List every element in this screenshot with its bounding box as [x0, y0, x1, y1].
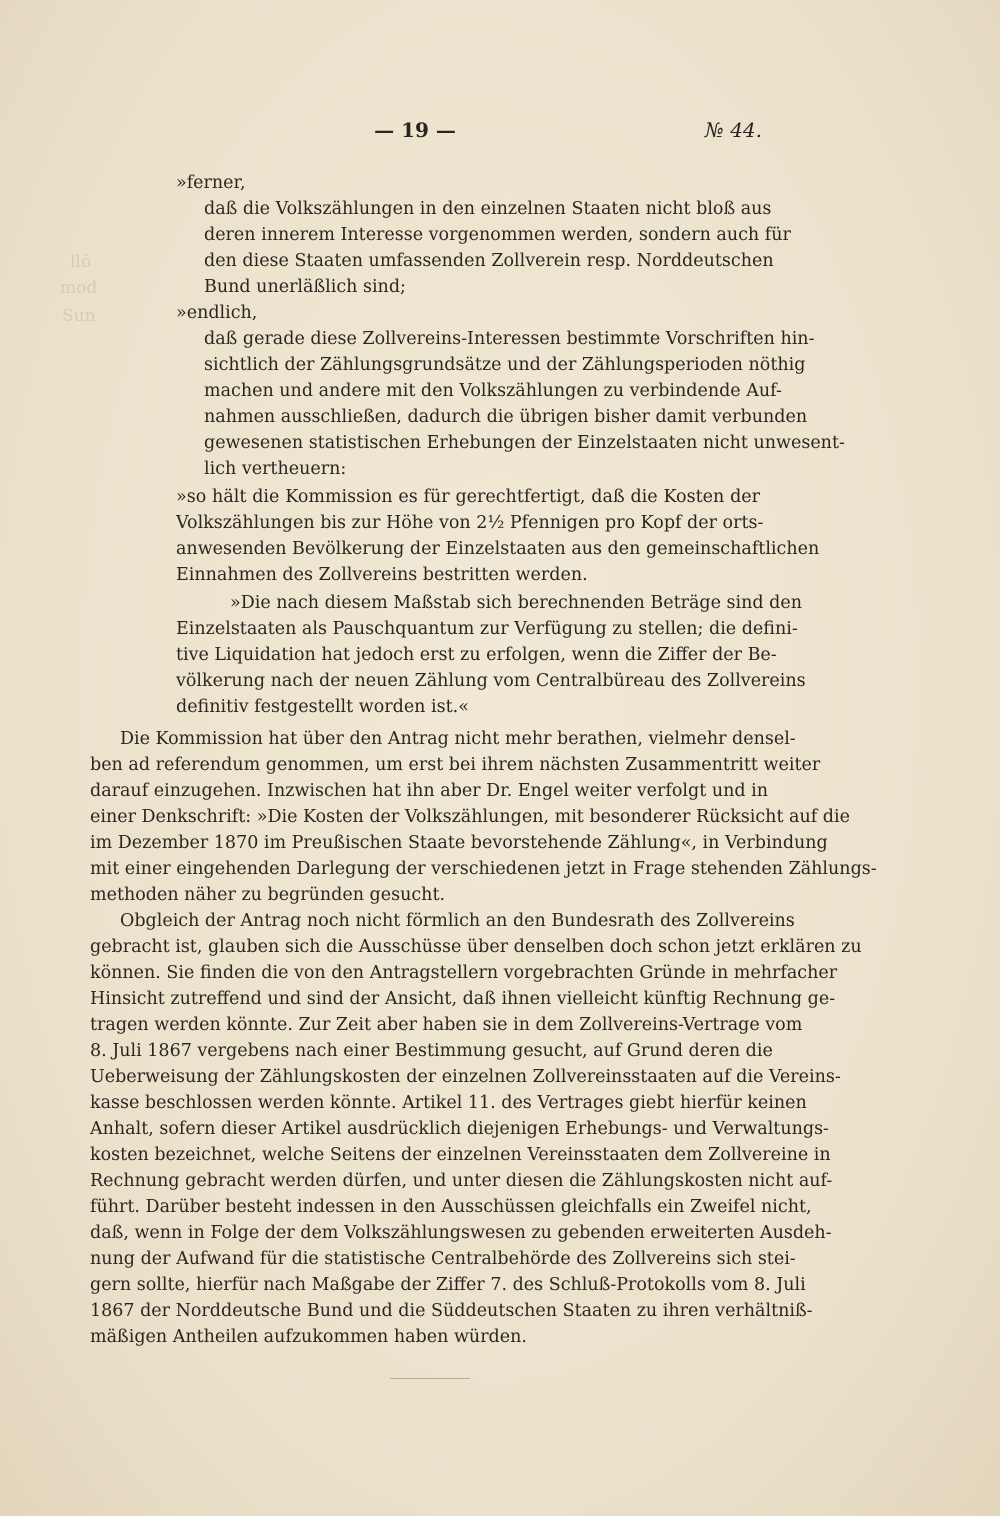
- text-line: können. Sie finden die von den Antragstellern vorgebrachten Gründe in mehrfacher: [90, 963, 838, 983]
- text-line: völkerung nach der neuen Zählung vom Centralbüreau des Zollvereins: [176, 671, 806, 691]
- text-line: Obgleich der Antrag noch nicht förmlich an den Bundesrath des Zollvereins: [120, 911, 795, 931]
- text-line: Die Kommission hat über den Antrag nicht mehr berathen, vielmehr densel-: [120, 729, 796, 749]
- text-line: daß die Volkszählungen in den einzelnen Staaten nicht bloß aus: [204, 199, 772, 219]
- text-line: führt. Darüber besteht indessen in den Ausschüssen gleichfalls ein Zweifel nicht,: [90, 1197, 812, 1217]
- text-line: sichtlich der Zählungsgrundsätze und der Zählungsperioden nöthig: [204, 355, 806, 375]
- text-line: darauf einzugehen. Inzwischen hat ihn aber Dr. Engel weiter verfolgt und in: [90, 781, 768, 801]
- bleed-through-text: mod: [60, 278, 98, 298]
- text-line: kosten bezeichnet, welche Seitens der einzelnen Vereinsstaaten dem Zollvereine in: [90, 1145, 831, 1165]
- text-line: deren innerem Interesse vorgenommen werden, sondern auch für: [204, 225, 791, 245]
- text-line: machen und andere mit den Volkszählungen zu verbindende Auf-: [204, 381, 782, 401]
- text-line: Ueberweisung der Zählungskosten der einzelnen Zollvereinsstaaten auf die Vereins-: [90, 1067, 841, 1087]
- text-line: tive Liquidation hat jedoch erst zu erfolgen, wenn die Ziffer der Be-: [176, 645, 777, 665]
- text-line: Hinsicht zutreffend und sind der Ansicht, daß ihnen vielleicht künftig Rechnung ge-: [90, 989, 836, 1009]
- text-line: daß gerade diese Zollvereins-Interessen bestimmte Vorschriften hin-: [204, 329, 815, 349]
- text-line: »ferner,: [176, 173, 246, 193]
- text-line: Einnahmen des Zollvereins bestritten werden.: [176, 565, 588, 585]
- text-line: Einzelstaaten als Pauschquantum zur Verfügung zu stellen; die defini-: [176, 619, 798, 639]
- text-line: 8. Juli 1867 vergebens nach einer Bestimmung gesucht, auf Grund deren die: [90, 1041, 773, 1061]
- text-line: mit einer eingehenden Darlegung der verschiedenen jetzt in Frage stehenden Zählungs-: [90, 859, 877, 879]
- text-line: gewesenen statistischen Erhebungen der Einzelstaaten nicht unwesent-: [204, 433, 845, 453]
- text-line: »endlich,: [176, 303, 258, 323]
- text-line: Anhalt, sofern dieser Artikel ausdrücklich diejenigen Erhebungs- und Verwaltungs-: [90, 1119, 829, 1139]
- text-line: »so hält die Kommission es für gerechtfertigt, daß die Kosten der: [176, 487, 760, 507]
- text-line: nahmen ausschließen, dadurch die übrigen bisher damit verbunden: [204, 407, 808, 427]
- text-line: methoden näher zu begründen gesucht.: [90, 885, 446, 905]
- page-header: [0, 118, 1000, 148]
- text-line: definitiv festgestellt worden ist.«: [176, 697, 469, 717]
- page-footer-rule: [390, 1378, 470, 1379]
- text-line: »Die nach diesem Maßstab sich berechnenden Beträge sind den: [230, 593, 802, 613]
- text-line: gern sollte, hierfür nach Maßgabe der Ziffer 7. des Schluß-Protokolls vom 8. Juli: [90, 1275, 806, 1295]
- page-number: — 19 —: [374, 118, 456, 142]
- text-line: 1867 der Norddeutsche Bund und die Süddeutschen Staaten zu ihren verhältniß-: [90, 1301, 813, 1321]
- text-line: anwesenden Bevölkerung der Einzelstaaten aus den gemeinschaftlichen: [176, 539, 820, 559]
- text-line: daß, wenn in Folge der dem Volkszählungswesen zu gebenden erweiterten Ausdeh-: [90, 1223, 832, 1243]
- text-line: lich vertheuern:: [204, 459, 347, 479]
- text-line: im Dezember 1870 im Preußischen Staate bevorstehende Zählung«, in Verbindung: [90, 833, 828, 853]
- text-line: einer Denkschrift: »Die Kosten der Volkszählungen, mit besonderer Rücksicht auf die: [90, 807, 850, 827]
- bleed-through-text: Sun: [62, 306, 96, 326]
- text-line: nung der Aufwand für die statistische Centralbehörde des Zollvereins sich stei-: [90, 1249, 796, 1269]
- text-line: Bund unerläßlich sind;: [204, 277, 406, 297]
- text-line: den diese Staaten umfassenden Zollverein resp. Norddeutschen: [204, 251, 774, 271]
- text-line: tragen werden könnte. Zur Zeit aber haben sie in dem Zollvereins-Vertrage vom: [90, 1015, 803, 1035]
- text-line: kasse beschlossen werden könnte. Artikel 11. des Vertrages giebt hierfür keinen: [90, 1093, 807, 1113]
- bleed-through-text: llö: [70, 252, 92, 272]
- text-line: Volkszählungen bis zur Höhe von 2½ Pfennigen pro Kopf der orts-: [176, 513, 764, 533]
- text-line: gebracht ist, glauben sich die Ausschüsse über denselben doch schon jetzt erklären zu: [90, 937, 862, 957]
- document-number: № 44.: [704, 118, 762, 142]
- text-line: Rechnung gebracht werden dürfen, und unter diesen die Zählungskosten nicht auf-: [90, 1171, 833, 1191]
- text-line: mäßigen Antheilen aufzukommen haben würden.: [90, 1327, 527, 1347]
- text-line: ben ad referendum genommen, um erst bei ihrem nächsten Zusammentritt weiter: [90, 755, 821, 775]
